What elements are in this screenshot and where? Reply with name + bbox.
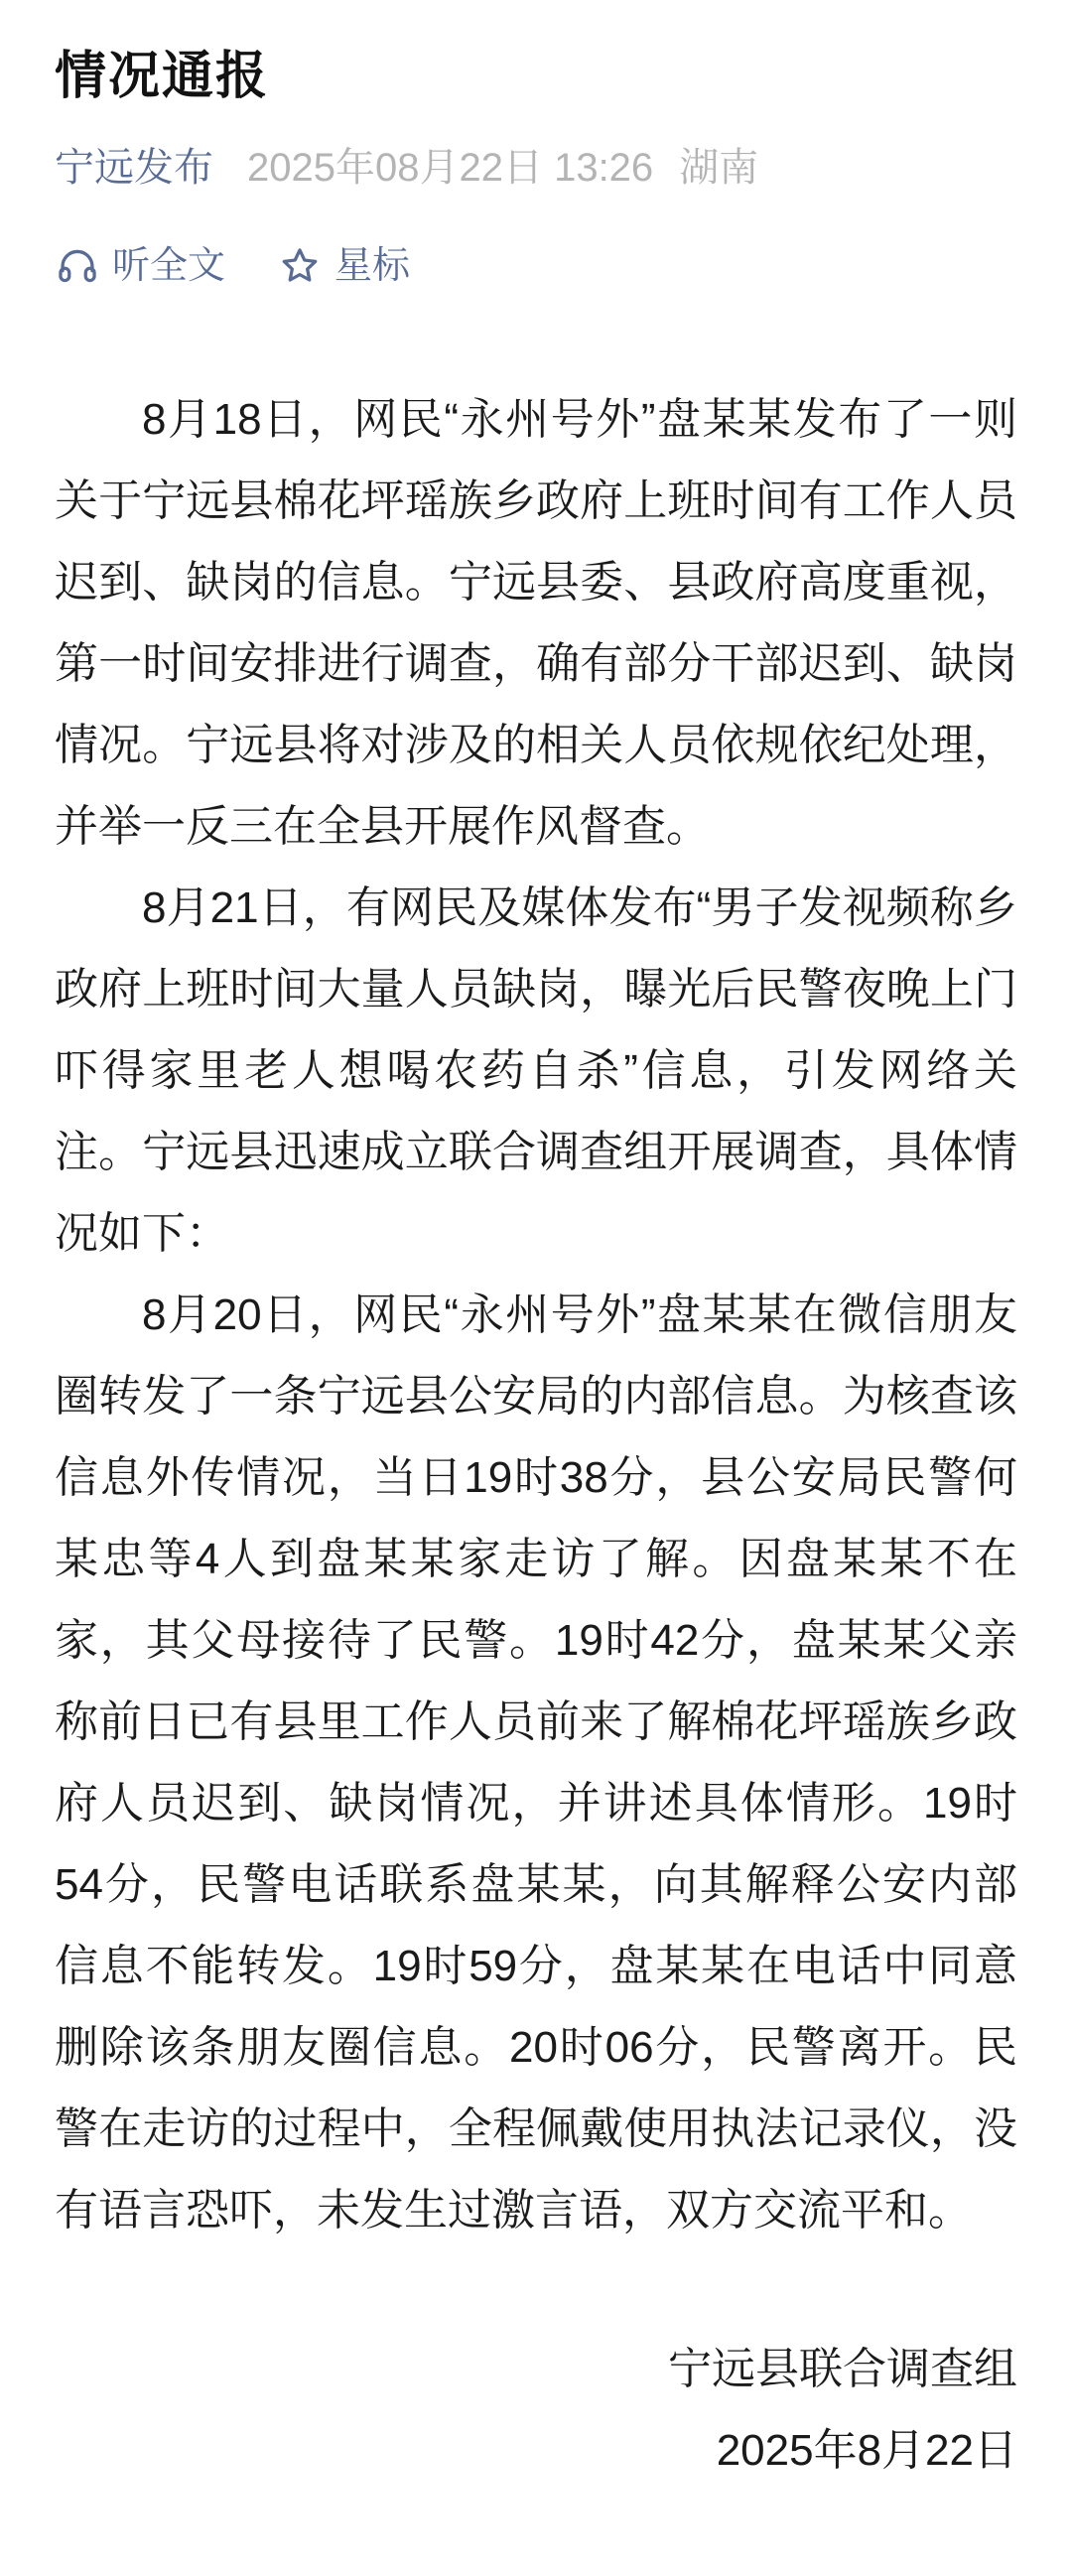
publish-location: 湖南 (679, 146, 759, 190)
byline (55, 143, 1017, 193)
listen-full-text-button[interactable] (55, 238, 225, 294)
listen-full-text-label: 听全文 (112, 245, 226, 287)
page-title: 情况通报 (55, 48, 270, 105)
article-actions (55, 238, 1017, 294)
article-body (55, 379, 1017, 2251)
paragraph: 8月21日，有网民及媒体发布“男子发视频称乡政府上班时间大量人员缺岗，曝光后民警夜晚上门吓得家里老人想喝农药自杀”信息，引发网络关注。宁远县迅速成立联合调查组开展调查，具体情况如下： (55, 883, 1017, 1258)
publish-datetime: 2025年08月22日 13:26 (247, 146, 654, 190)
headphones-icon (55, 243, 100, 289)
paragraph: 8月18日，网民“永州号外”盘某某发布了一则关于宁远县棉花坪瑶族乡政府上班时间有工作人员迟到、缺岗的信息。宁远县委、县政府高度重视，第一时间安排进行调查，确有部分干部迟到、缺岗情况。宁远县将对涉及的相关人员依规依纪处理，并举一反三在全县开展作风督查。 (55, 395, 1017, 851)
signature-block (55, 2329, 1017, 2492)
paragraph: 8月20日，网民“永州号外”盘某某在微信朋友圈转发了一条宁远县公安局的内部信息。为核查该信息外传情况，当日19时38分，县公安局民警何某忠等4人到盘某某家走访了解。因盘某某不在家，其父母接待了民警。19时42分，盘某某父亲称前日已有县里工作人员前来了解棉花坪瑶族乡政府人员迟到、缺岗情况，并讲述具体情形。19时54分，民警电话联系盘某某，向其解释公安内部信息不能转发。19时59分，盘某某在电话中同意删除该条朋友圈信息。20时06分，民警离开。民警在走访的过程中，全程佩戴使用执法记录仪，没有语言恐吓，未发生过激言语，双方交流平和。 (55, 1290, 1017, 2235)
signature-author: 宁远县联合调查组 (668, 2345, 1017, 2393)
star-label: 星标 (335, 245, 411, 287)
account-name-link[interactable]: 宁远发布 (55, 146, 213, 190)
signature-date: 2025年8月22日 (716, 2426, 1017, 2475)
star-outline-icon (277, 243, 323, 289)
star-button[interactable] (277, 238, 410, 294)
